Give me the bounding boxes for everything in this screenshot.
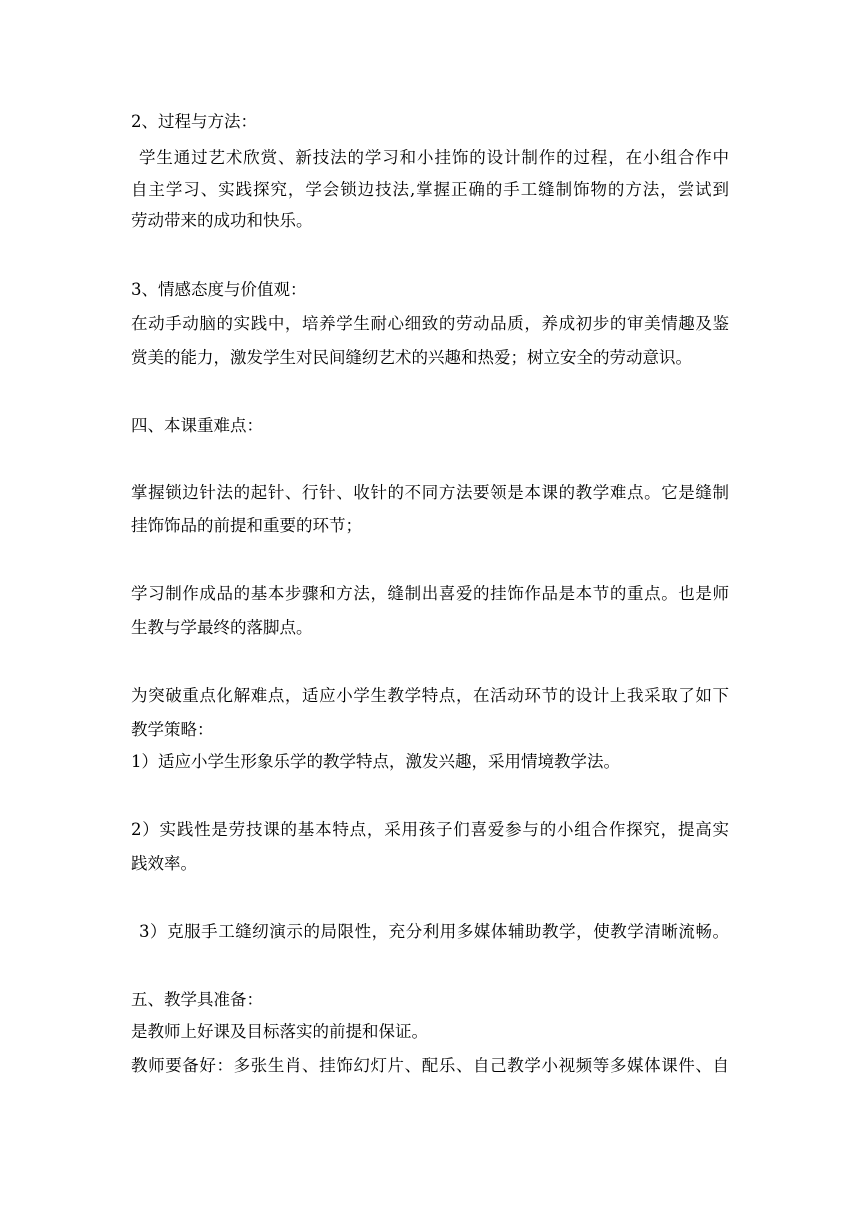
paragraph-line: 教学策略：	[131, 720, 214, 739]
list-item-1: 1）适应小学生形象乐学的教学特点，激发兴趣，采用情境教学法。	[131, 752, 620, 771]
paragraph-line: 赏美的能力，激发学生对民间缝纫艺术的兴趣和热爱；树立安全的劳动意识。	[131, 348, 692, 367]
heading-emotion-attitude-values: 3、情感态度与价值观：	[131, 280, 307, 299]
paragraph-line: 挂饰饰品的前提和重要的环节；	[131, 516, 362, 535]
paragraph-line: 学生通过艺术欣赏、新技法的学习和小挂饰的设计制作的过程，在小组合作中	[139, 148, 729, 167]
paragraph-line: 学习制作成品的基本步骤和方法，缝制出喜爱的挂饰作品是本节的重点。也是师	[131, 584, 729, 603]
paragraph-line: 践效率。	[131, 854, 197, 873]
paragraph-line: 为突破重点化解难点，适应小学生教学特点，在活动环节的设计上我采取了如下	[131, 686, 729, 705]
paragraph-line: 掌握锁边针法的起针、行针、收针的不同方法要领是本课的教学难点。它是缝制	[131, 483, 729, 502]
list-item-2: 2）实践性是劳技课的基本特点，采用孩子们喜爱参与的小组合作探究，提高实	[131, 820, 729, 839]
paragraph-line: 是教师上好课及目标落实的前提和保证。	[131, 1022, 428, 1041]
heading-key-difficult-points: 四、本课重难点：	[131, 416, 263, 435]
list-item-3: 3）克服手工缝纫演示的局限性，充分利用多媒体辅助教学，使教学清晰流畅。	[139, 922, 729, 941]
heading-teaching-aids: 五、教学具准备：	[131, 990, 263, 1009]
paragraph-line: 劳动带来的成功和快乐。	[131, 211, 313, 230]
paragraph-line: 在动手动脑的实践中，培养学生耐心细致的劳动品质，养成初步的审美情趣及鉴	[131, 314, 729, 333]
heading-process-methods: 2、过程与方法：	[131, 112, 257, 131]
paragraph-line: 自主学习、实践探究，学会锁边技法,掌握正确的手工缝制饰物的方法，尝试到	[131, 180, 729, 199]
paragraph-line: 生教与学最终的落脚点。	[131, 618, 313, 637]
paragraph-line: 教师要备好：多张生肖、挂饰幻灯片、配乐、自己教学小视频等多媒体课件、自	[131, 1056, 729, 1075]
